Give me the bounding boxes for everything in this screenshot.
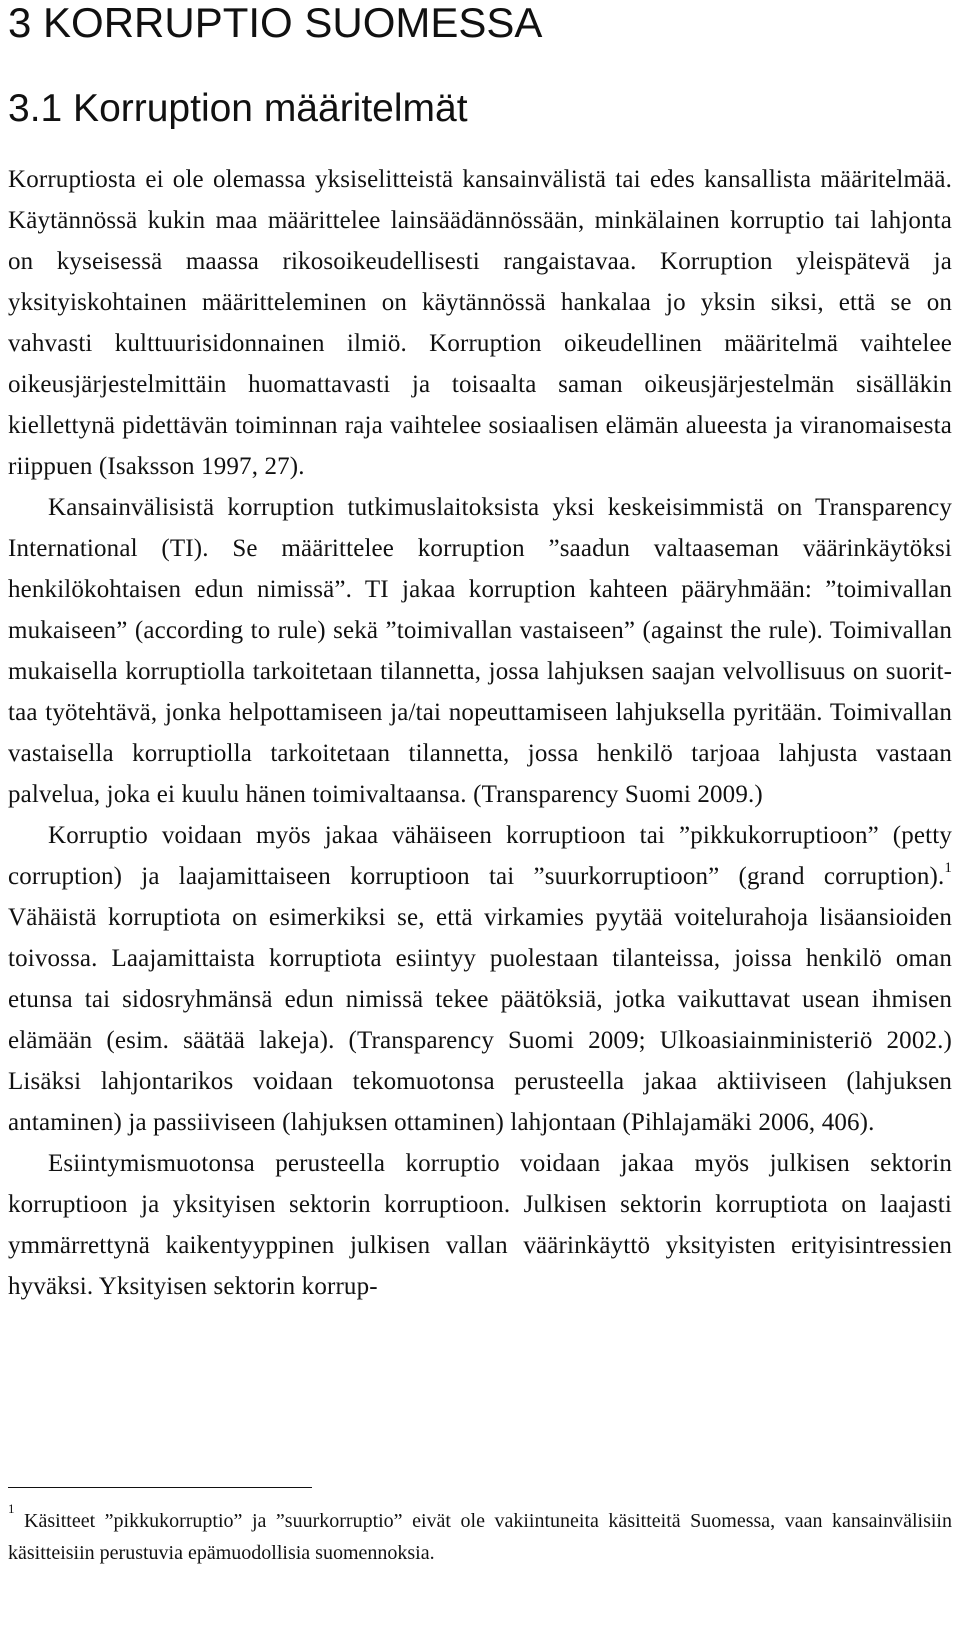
footnote-text: Käsitteet ”pikkukorruptio” ja ”suurkorruptio” eivät ole vakiintuneita käsitteitä Suomessa, vaan kansainvälisiin käsitteisiin perustuvia epämuodollisia suomennoksia.	[8, 1510, 952, 1564]
paragraph-transparency-international: Kansainvälisistä korruption tutkimuslaitoksista yksi keskeisimmistä on Transparency International (TI). Se määrittelee korruption ”saadun valtaaseman väärinkäytöksi henkilökohtaisen edun nimissä”. TI jakaa korruption kahteen pääryhmään: ”toimivallan mukaiseen” (according to rule) sekä ”toimivallan vastaiseen” (against the rule). Toimivallan mukaisella korruptiolla tarkoitetaan tilannetta, jossa lahjuksen saajan velvollisuus on suorittaa työtehtävä, jonka helpottamiseen ja/tai nopeuttamiseen lahjuksella pyritään. Toimivallan vastaisella korruptiolla tarkoitetaan tilannetta, jossa henkilö tarjoaa lahjusta vastaan palvelua, joka ei kuulu hänen toimivaltaansa. (Transparency Suomi 2009.)	[8, 494, 952, 808]
footnote-divider	[8, 1487, 312, 1488]
paragraph-text-before-footnote: Korruptio voidaan myös jakaa vähäiseen korruptioon tai ”pikkukorruptioon” (petty corruption) ja laajamittaiseen korruptioon tai ”suurkorruptioon” (grand corruption).	[8, 822, 952, 890]
paragraph-petty-grand-corruption	[8, 815, 952, 1143]
footnote	[8, 1501, 952, 1569]
document-page	[8, 0, 952, 1564]
paragraph-text-after-footnote: Vähäistä korruptiota on esimerkiksi se, että virkamies pyytää voitelurahoja lisäansioiden toivossa. Laajamittaista korruptiota esiintyy puolestaan tilanteissa, joissa henkilö oman etunsa tai sidosryhmänsä edun nimissä tekee päätöksiä, jotka vaikuttavat usean ihmisen elämään (esim. säätää lakeja). (Transparency Suomi 2009; Ulkoasiainministeriö 2002.) Lisäksi lahjontarikos voidaan tekomuotonsa perusteella jakaa aktiiviseen (lahjuksen antaminen) ja passiiviseen (lahjuksen ottaminen) lahjontaan (Pihlajamäki 2006, 406).	[8, 904, 952, 1136]
footnote-number: 1	[8, 1501, 15, 1517]
section-heading: 3.1 Korruption määritelmät	[8, 87, 468, 130]
paragraph-definition: Korruptiosta ei ole olemassa yksiselitteistä kansainvälistä tai edes kansallista määritelmää. Käytännössä kukin maa määrittelee lainsäädännössään, minkälainen korruptio tai lahjonta on kyseisessä maassa rikosoikeudellisesti rangaistavaa. Korruption yleispätevä ja yksityiskohtainen määritteleminen on käytännössä hankalaa jo yksin siksi, että se on vahvasti kulttuurisidonnainen ilmiö. Korruption oikeudellinen määritelmä vaihtelee oikeusjärjestelmittäin huomattavasti ja toisaalta saman oikeusjärjestelmän sisälläkin kiellettynä pidettävän toiminnan raja vaihtelee sosiaalisen elämän alueesta ja viranomaisesta riippuen (Isaksson 1997, 27).	[8, 166, 952, 480]
paragraph-public-private-sector: Esiintymismuotonsa perusteella korruptio voidaan jakaa myös julkisen sektorin korruptioon ja yksityisen sektorin korruptioon. Julkisen sektorin korruptiota on laajasti ymmärrettynä kaikentyyppinen julkisen vallan väärinkäyttö yksityisten erityisintressien hyväksi. Yksityisen sektorin korrup-	[8, 1150, 952, 1300]
chapter-heading: 3 KORRUPTIO SUOMESSA	[8, 0, 543, 46]
footnote-reference[interactable]: 1	[944, 859, 952, 876]
